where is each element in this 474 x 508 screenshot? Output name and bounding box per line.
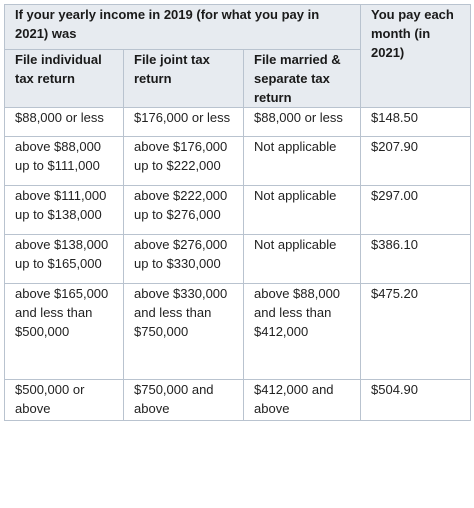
monthly-payment-cell: $475.20 — [361, 284, 471, 380]
table-row — [5, 380, 471, 421]
monthly-payment-header: You pay each month (in 2021) — [361, 5, 471, 108]
married-separate-cell: Not applicable — [244, 186, 361, 235]
individual-cell: above $88,000 up to $111,000 — [5, 137, 124, 186]
married-separate-cell: $88,000 or less — [244, 108, 361, 137]
joint-cell: above $222,000 up to $276,000 — [124, 186, 244, 235]
monthly-payment-cell: $504.90 — [361, 380, 471, 421]
header-row-top — [5, 5, 471, 50]
monthly-payment-cell: $207.90 — [361, 137, 471, 186]
table-row — [5, 235, 471, 284]
monthly-payment-cell: $297.00 — [361, 186, 471, 235]
individual-cell: $500,000 or above — [5, 380, 124, 421]
individual-cell: above $138,000 up to $165,000 — [5, 235, 124, 284]
married-separate-cell: Not applicable — [244, 137, 361, 186]
individual-cell: above $165,000 and less than $500,000 — [5, 284, 124, 380]
individual-cell: above $111,000 up to $138,000 — [5, 186, 124, 235]
table-row — [5, 186, 471, 235]
married-separate-cell: $412,000 and above — [244, 380, 361, 421]
married-separate-cell: Not applicable — [244, 235, 361, 284]
table-row — [5, 108, 471, 137]
table-row — [5, 137, 471, 186]
individual-return-header: File individual tax return — [5, 50, 124, 108]
married-separate-return-header: File married & separate tax return — [244, 50, 361, 108]
joint-cell: $176,000 or less — [124, 108, 244, 137]
joint-return-header: File joint tax return — [124, 50, 244, 108]
monthly-payment-cell: $386.10 — [361, 235, 471, 284]
income-group-header: If your yearly income in 2019 (for what you pay in 2021) was — [5, 5, 361, 50]
joint-cell: $750,000 and above — [124, 380, 244, 421]
table-row — [5, 284, 471, 380]
individual-cell: $88,000 or less — [5, 108, 124, 137]
income-premium-table — [4, 4, 471, 421]
joint-cell: above $330,000 and less than $750,000 — [124, 284, 244, 380]
monthly-payment-cell: $148.50 — [361, 108, 471, 137]
joint-cell: above $276,000 up to $330,000 — [124, 235, 244, 284]
married-separate-cell: above $88,000 and less than $412,000 — [244, 284, 361, 380]
joint-cell: above $176,000 up to $222,000 — [124, 137, 244, 186]
